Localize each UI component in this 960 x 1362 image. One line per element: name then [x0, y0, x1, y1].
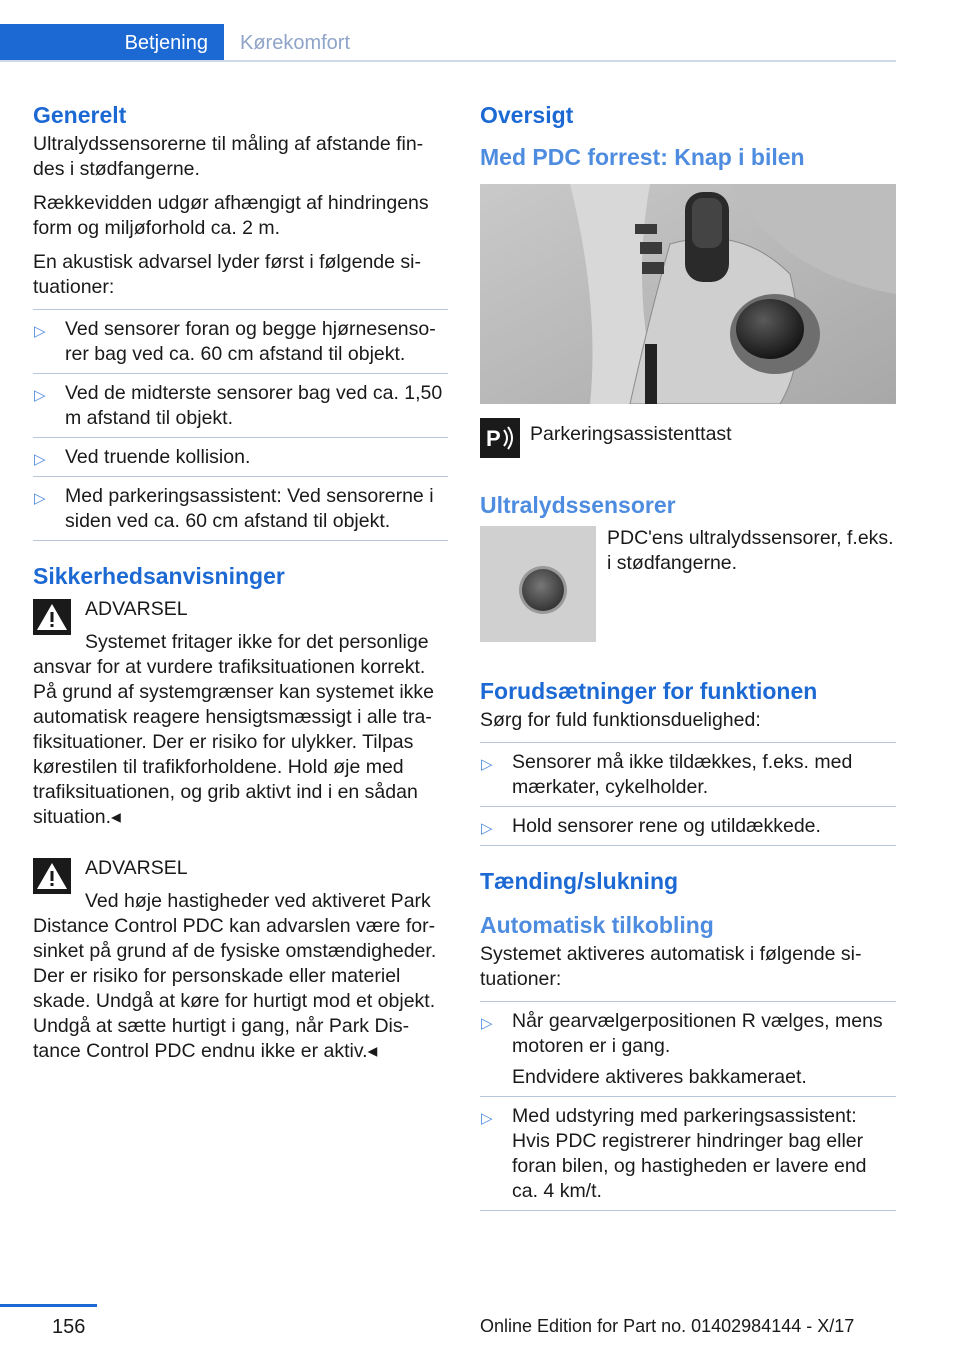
- warning-title: ADVARSEL: [85, 857, 188, 879]
- triangle-bullet-icon: ▷: [34, 451, 46, 468]
- heading-ultralydssensorer: Ultralydssensorer: [480, 492, 676, 518]
- heading-generelt: Generelt: [33, 102, 127, 128]
- parking-assistant-button-icon: [480, 418, 520, 458]
- header-rule: [0, 60, 896, 62]
- left-column: [33, 100, 448, 1064]
- sensor-block: [480, 526, 896, 644]
- warning-block-1: [33, 597, 448, 830]
- warning-text: Ved høje hastigheder ved aktiveret Park Distance Control PDC kan advarslen være for-sinket på grund af de fysiske omstændigheder. Der er risiko for personskade eller materiel skade. Undgå at køre for hurtigt mod et objekt. Undgå at sætte hurtigt i gang, når Park Dis-tance Control PDC endnu ikke er aktiv.◂: [33, 890, 437, 1062]
- heading-automatisk-tilkobling: Automatisk tilkobling: [480, 912, 714, 938]
- svg-text:P: P: [486, 426, 501, 451]
- warning-triangle-icon: [33, 858, 71, 894]
- tab-koerekomfort[interactable]: Kørekomfort: [240, 31, 351, 54]
- heading-oversigt: Oversigt: [480, 102, 574, 128]
- triangle-bullet-icon: ▷: [481, 1110, 493, 1127]
- triangle-bullet-icon: ▷: [481, 1015, 493, 1032]
- auto-activation-list: [480, 1001, 896, 1211]
- tab-betjening[interactable]: Betjening: [0, 24, 224, 62]
- sensor-description: PDC'ens ultralydssensorer, f.eks. i stødfangerne.: [607, 527, 894, 574]
- heading-forudsaetninger: Forudsætninger for funktionen: [480, 678, 818, 704]
- warning-triangle-icon: [33, 599, 71, 635]
- requirements-list: [480, 742, 896, 846]
- generelt-paragraph-2: Rækkevidden udgør afhængigt af hindringens form og miljøforhold ca. 2 m.: [33, 192, 429, 239]
- generelt-paragraph-3: En akustisk advarsel lyder først i følgende si-tuationer:: [33, 251, 421, 298]
- footer-rule: [0, 1304, 97, 1307]
- warning-block-2: [33, 856, 448, 1064]
- list-item: ▷ Med parkeringsassistent: Ved sensorerne i siden ved ca. 60 cm afstand til objekt.: [33, 476, 448, 541]
- list-item: ▷ Hold sensorer rene og utildækkede.: [480, 806, 896, 846]
- list-item: ▷ Sensorer må ikke tildækkes, f.eks. med mærkater, cykelholder.: [480, 742, 896, 806]
- generelt-paragraph-1: Ultralydssensorerne til måling af afstande fin-des i stødfangerne.: [33, 133, 424, 180]
- list-item: ▷ Ved de midterste sensorer bag ved ca. 1,50 m afstand til objekt.: [33, 373, 448, 437]
- heading-sikkerhedsanvisninger: Sikkerhedsanvisninger: [33, 563, 285, 589]
- triangle-bullet-icon: ▷: [481, 820, 493, 837]
- center-console-image: [480, 184, 896, 404]
- list-item: ▷ Når gearvælgerpositionen R vælges, mens motoren er i gang. Endvidere aktiveres bakkameraet.: [480, 1001, 896, 1096]
- image-caption: P Parkeringsassistenttast: [480, 422, 896, 462]
- triangle-bullet-icon: ▷: [34, 490, 46, 507]
- triangle-bullet-icon: ▷: [34, 387, 46, 404]
- triangle-bullet-icon: ▷: [34, 323, 46, 340]
- warning-text: Systemet fritager ikke for det personlige ansvar for at vurdere trafiksituationen korrekt. På grund af systemgrænser kan systemet ikke automatisk reagere hensigtsmæssigt i alle tra-fiksituationer. Der er risiko for ulykker. Tilpas kørestilen til trafikforholdene. Hold øje med trafiksituationen, og grib aktivt ind i en sådan situation.◂: [33, 631, 434, 828]
- warning-title: ADVARSEL: [85, 598, 188, 620]
- right-column: [480, 100, 896, 1211]
- warning-situations-list: [33, 309, 448, 541]
- page-number: 156: [52, 1316, 86, 1338]
- list-item: ▷ Ved truende kollision.: [33, 437, 448, 476]
- heading-taending-slukning: Tænding/slukning: [480, 868, 679, 894]
- ultrasonic-sensor-image: [480, 526, 596, 642]
- header-bar: [0, 24, 896, 62]
- edition-note: Online Edition for Part no. 01402984144 - X/17: [480, 1316, 855, 1336]
- heading-pdc-button: Med PDC forrest: Knap i bilen: [480, 144, 805, 170]
- list-item: ▷ Ved sensorer foran og begge hjørnesenso-rer bag ved ca. 60 cm afstand til objekt.: [33, 309, 448, 373]
- list-item: ▷ Med udstyring med parkeringsassistent: Hvis PDC registrerer hindringer bag eller foran bilen, og hastigheden er lavere end ca. 4 km/t.: [480, 1096, 896, 1211]
- forudsaetninger-paragraph: Sørg for fuld funktionsduelighed:: [480, 709, 761, 731]
- triangle-bullet-icon: ▷: [481, 756, 493, 773]
- list-item-subtext: Endvidere aktiveres bakkameraet.: [512, 1066, 807, 1088]
- auto-paragraph: Systemet aktiveres automatisk i følgende si-tuationer:: [480, 943, 862, 990]
